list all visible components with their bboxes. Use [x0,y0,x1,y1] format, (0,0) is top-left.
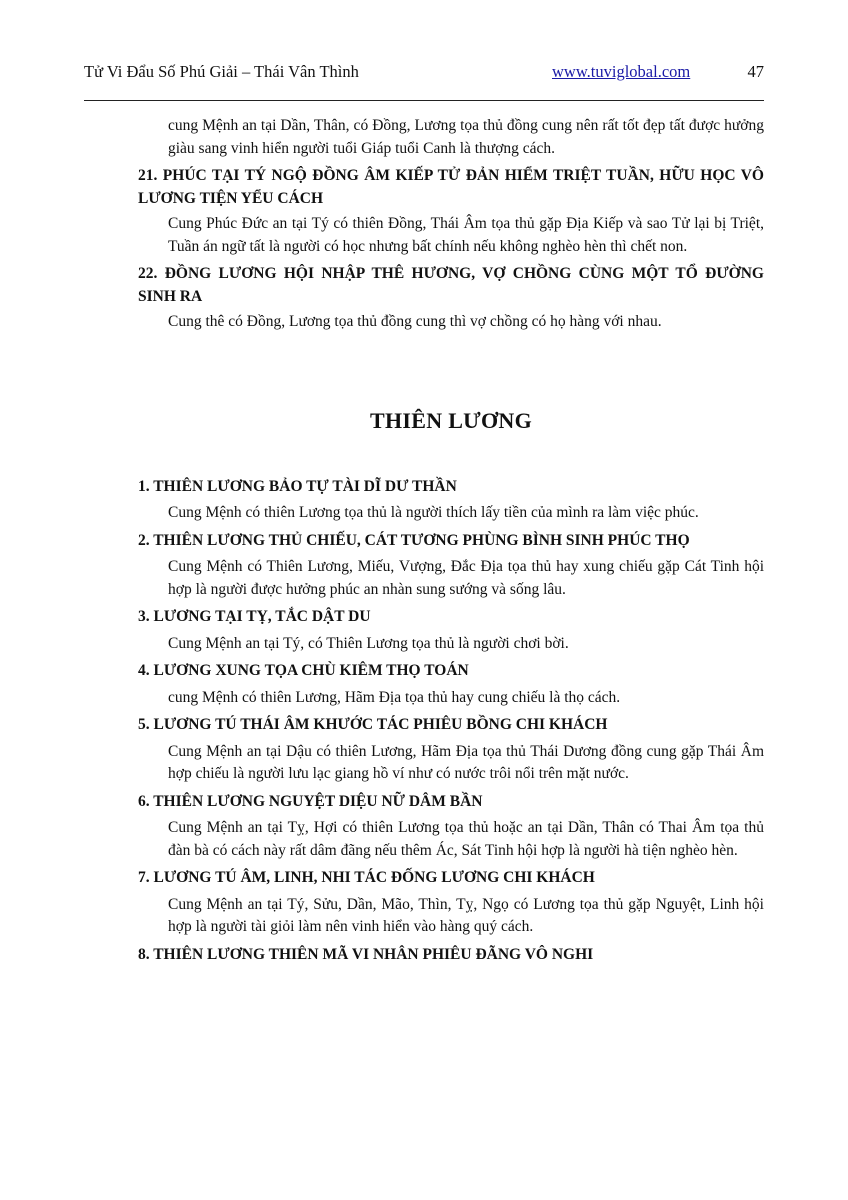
header-divider [84,100,764,101]
continuation-paragraph: cung Mệnh an tại Dần, Thân, có Đồng, Lương tọa thủ đồng cung nên rất tốt đẹp tất được hưởng giàu sang vinh hiển người tuổi Giáp tuổi Canh là thượng cách. [168,117,764,157]
section-item-heading-6: 6. THIÊN LƯƠNG NGUYỆT DIỆU NỮ DÂM BẦN [138,792,483,810]
book-title: Tử Vi Đẩu Số Phú Giải – Thái Vân Thình [84,62,359,81]
section-item-heading-3: 3. LƯƠNG TẠI TỴ, TẮC DẬT DU [138,608,371,625]
section-title: THIÊN LƯƠNG [369,407,532,433]
section-item-text-4: cung Mệnh có thiên Lương, Hãm Địa tọa thủ hay cung chiếu là thọ cách. [168,688,621,706]
website-link[interactable]: www.tuviglobal.com [552,62,691,81]
item-heading-22: 22. ĐỒNG LƯƠNG HỘI NHẬP THÊ HƯƠNG, VỢ CHỒNG CÙNG MỘT TỔ ĐƯỜNG SINH RA [138,265,764,305]
page-content [138,115,764,970]
item-heading-21: 21. PHÚC TẠI TÝ NGỘ ĐỒNG ÂM KIẾP TỬ ĐẢN HIỂM TRIỆT TUẦN, HỮU HỌC VÔ LƯƠNG TIỆN YỂU CÁCH [138,167,764,207]
section-item-text-6: Cung Mệnh an tại Tỵ, Hợi có thiên Lương tọa thủ hoặc an tại Dần, Thân có Thai Âm tọa thủ đàn bà có cách này rất dâm đãng nếu thêm Ác, Sát Tinh hội hợp là người hà tiện nghèo hèn. [168,819,764,859]
section-item-heading-5: 5. LƯƠNG TÚ THÁI ÂM KHƯỚC TÁC PHIÊU BỒNG CHI KHÁCH [138,716,608,733]
section-item-heading-2: 2. THIÊN LƯƠNG THỦ CHIẾU, CÁT TƯƠNG PHÙNG BÌNH SINH PHÚC THỌ [138,531,690,549]
section-item-text-3: Cung Mệnh an tại Tý, có Thiên Lương tọa thủ là người chơi bời. [168,634,569,652]
page-number: 47 [747,62,764,81]
page-header [84,62,764,84]
section-item-text-1: Cung Mệnh có thiên Lương tọa thủ là người thích lấy tiền của mình ra làm việc phúc. [168,504,699,521]
section-item-text-2: Cung Mệnh có Thiên Lương, Miếu, Vượng, Đắc Địa tọa thủ hay xung chiếu gặp Cát Tinh hội hợp là người được hưởng phúc an nhàn sung sướng và sống lâu. [168,558,764,598]
section-item-heading-7: 7. LƯƠNG TÚ ÂM, LINH, NHI TÁC ĐỐNG LƯƠNG CHI KHÁCH [138,869,595,886]
section-item-text-7: Cung Mệnh an tại Tý, Sửu, Dần, Mão, Thìn, Tỵ, Ngọ có Lương tọa thủ gặp Nguyệt, Linh hội hợp là người tài giỏi làm nên vinh hiển vào hàng quý cách. [168,895,764,935]
section-item-text-5: Cung Mệnh an tại Dậu có thiên Lương, Hãm Địa tọa thủ Thái Dương đồng cung gặp Thái Âm hợp chiếu là người lưu lạc giang hồ ví như có nước trôi nổi trên mặt nước. [168,742,764,782]
section-item-heading-1: 1. THIÊN LƯƠNG BẢO TỰ TÀI DĨ DƯ THẦN [138,477,457,495]
item-text-22: Cung thê có Đồng, Lương tọa thủ đồng cung thì vợ chồng có họ hàng với nhau. [168,313,662,330]
section-item-heading-4: 4. LƯƠNG XUNG TỌA CHÙ KIÊM THỌ TOÁN [138,662,469,679]
section-item-heading-8: 8. THIÊN LƯƠNG THIÊN MÃ VI NHÂN PHIÊU ĐÃNG VÔ NGHI [138,945,594,963]
item-text-21: Cung Phúc Đức an tại Tý có thiên Đồng, Thái Âm tọa thủ gặp Địa Kiếp và sao Tử lại bị Triệt, Tuần án ngữ tất là người có học nhưng bất chính nếu không nghèo hèn thì chết non. [168,215,764,255]
